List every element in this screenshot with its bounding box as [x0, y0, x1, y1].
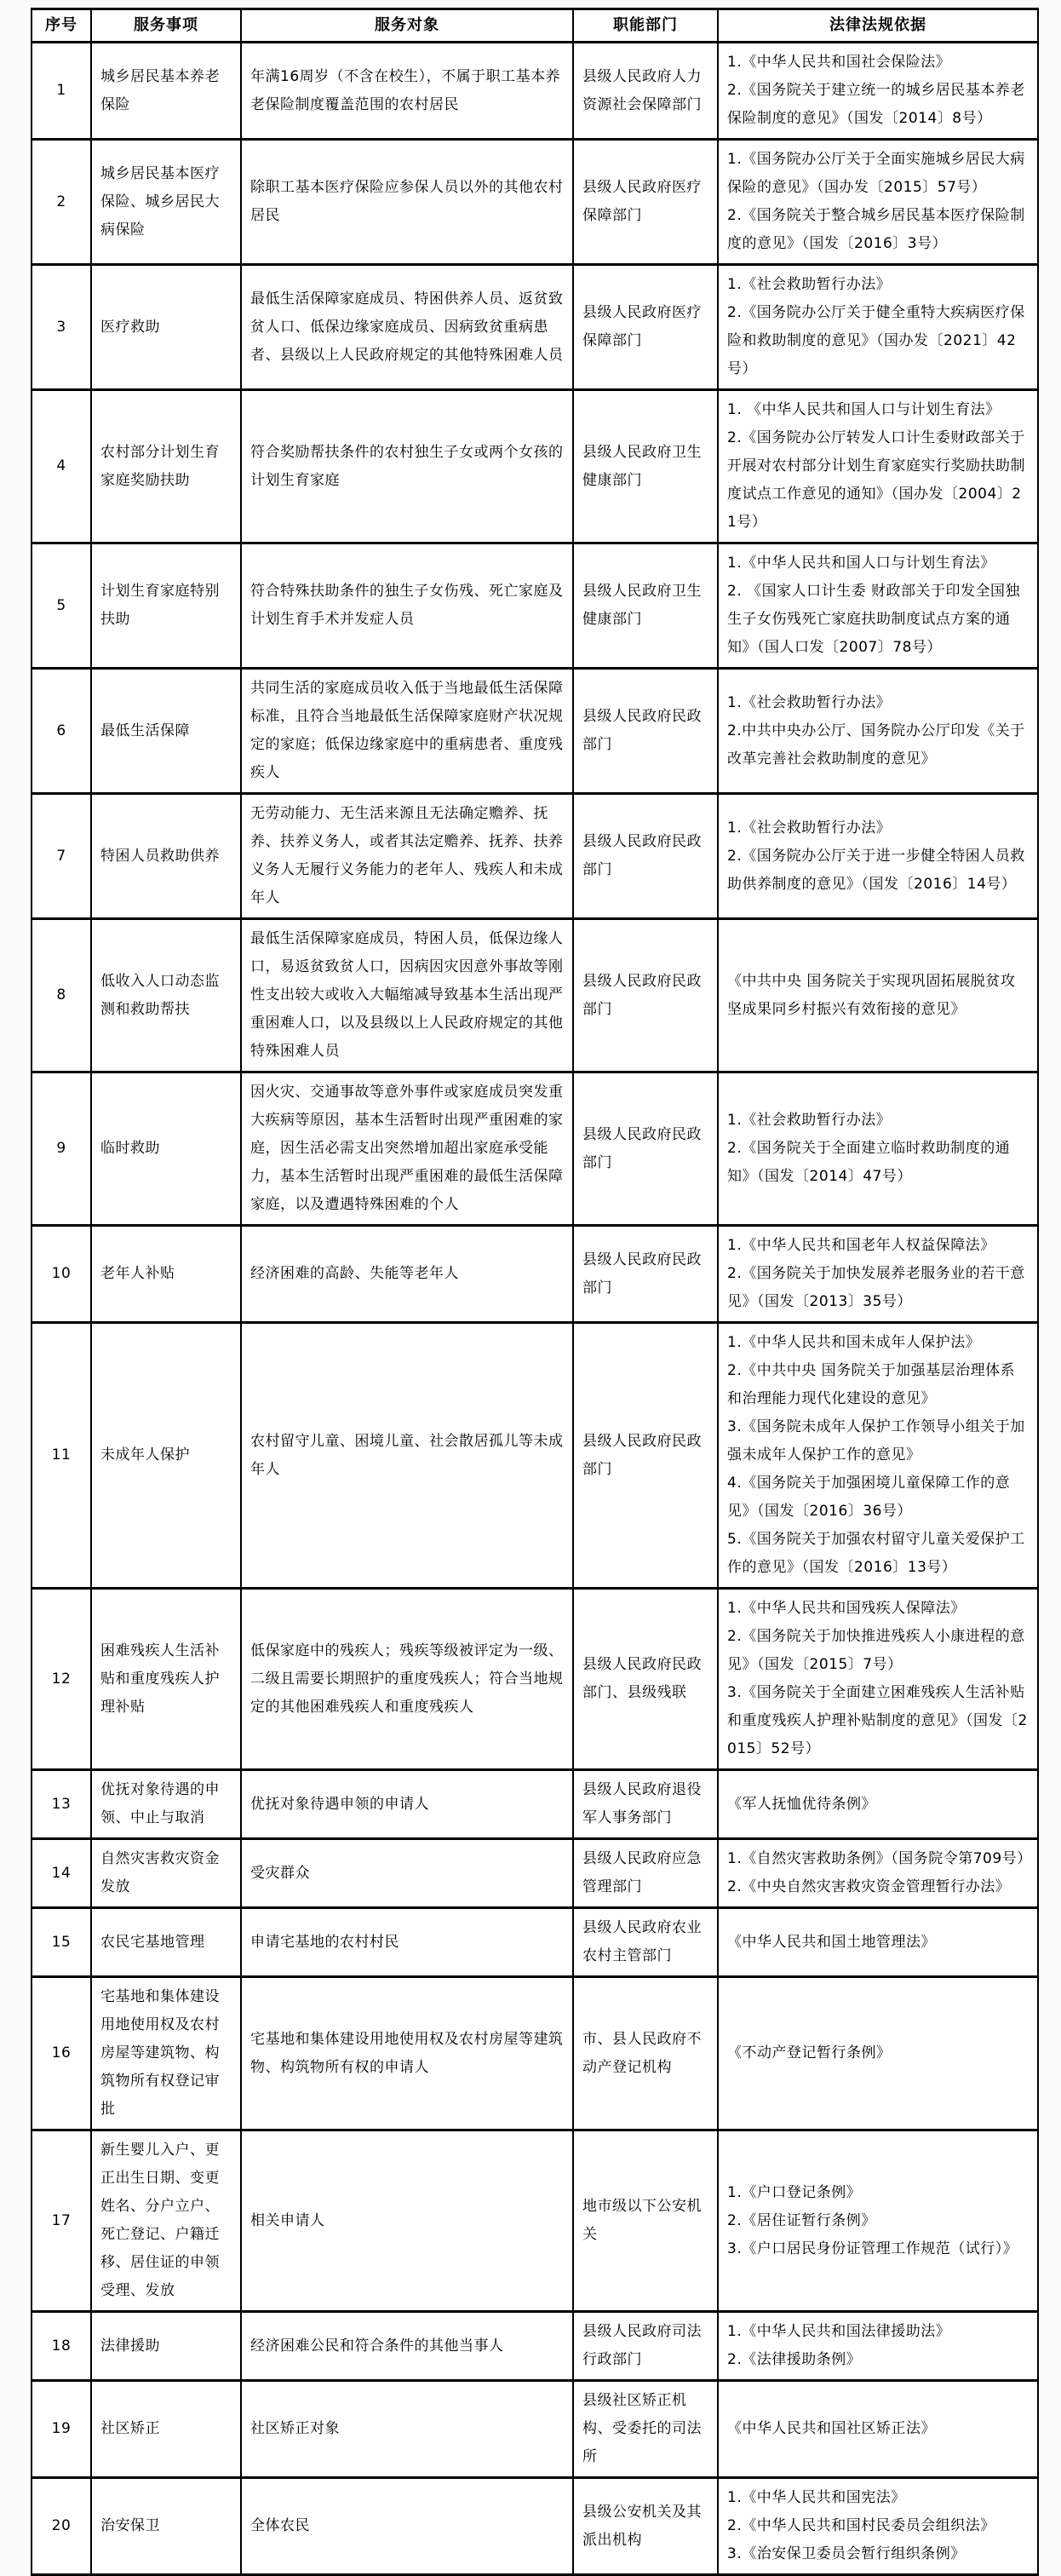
legal-basis-entry: 《军人抚恤优待条例》 [727, 1795, 876, 1813]
cell-service-target: 无劳动能力、无生活来源且无法确定赡养、抚养、扶养义务人，或者其法定赡养、抚养、扶养义务人无履行义务能力的老年人、残疾人和未成年人 [241, 794, 573, 919]
cell-service-item: 治安保卫 [91, 2478, 241, 2575]
cell-service-item: 低收入人口动态监测和救助帮扶 [91, 919, 241, 1072]
cell-row-number: 11 [32, 1323, 91, 1589]
table-row [32, 1977, 1038, 2130]
legal-basis-entry: 5.《国务院关于加强农村留守儿童关爱保护工作的意见》（国发〔2016〕13号） [727, 1531, 1025, 1576]
legal-basis-entry: 1.《中华人民共和国宪法》 [727, 2489, 906, 2506]
cell-row-number: 16 [32, 1977, 91, 2130]
cell-service-target: 符合特殊扶助条件的独生子女伤残、死亡家庭及计划生育手术并发症人员 [241, 543, 573, 669]
cell-service-target: 因火灾、交通事故等意外事件或家庭成员突发重大疾病等原因，基本生活暂时出现严重困难的家庭，因生活必需支出突然增加超出家庭承受能力，基本生活暂时出现严重困难的最低生活保障家庭，以及遭遇特殊困难的个人 [241, 1072, 573, 1226]
cell-legal-basis [718, 1977, 1038, 2130]
cell-service-item: 优抚对象待遇的申领、中止与取消 [91, 1770, 241, 1839]
cell-service-item: 自然灾害救灾资金发放 [91, 1839, 241, 1908]
cell-row-number: 5 [32, 543, 91, 669]
cell-legal-basis [718, 2478, 1038, 2575]
legal-basis-entry: 1.《中华人民共和国老年人权益保障法》 [727, 1237, 995, 1254]
services-table [31, 8, 1039, 2576]
cell-department: 县级人民政府民政部门 [573, 669, 718, 794]
table-row [32, 1323, 1038, 1589]
legal-basis-entry: 1.《中华人民共和国人口与计划生育法》 [727, 555, 995, 572]
cell-service-item: 未成年人保护 [91, 1323, 241, 1589]
legal-basis-entry: 1. 《中华人民共和国人口与计划生育法》 [727, 401, 1001, 418]
cell-department: 县级人民政府人力资源社会保障部门 [573, 43, 718, 140]
table-row [32, 1770, 1038, 1839]
cell-row-number: 13 [32, 1770, 91, 1839]
column-header-number: 序号 [32, 9, 91, 43]
legal-basis-entry: 《中华人民共和国社区矫正法》 [727, 2420, 936, 2437]
legal-basis-entry: 3.《户口居民身份证管理工作规范（试行）》 [727, 2240, 1018, 2257]
cell-service-item: 法律援助 [91, 2312, 241, 2381]
table-row [32, 2130, 1038, 2312]
legal-basis-entry: 2.《国务院关于全面建立临时救助制度的通知》（国发〔2014〕47号） [727, 1140, 1011, 1185]
cell-service-target: 相关申请人 [241, 2130, 573, 2312]
cell-service-item: 医疗救助 [91, 265, 241, 390]
table-body [32, 43, 1038, 2575]
legal-basis-entry: 2.《法律援助条例》 [727, 2351, 862, 2368]
cell-department: 县级人民政府卫生健康部门 [573, 390, 718, 543]
legal-basis-entry: 1.《中华人民共和国法律援助法》 [727, 2323, 951, 2340]
table-header-row [32, 9, 1038, 43]
cell-department: 县级人民政府民政部门 [573, 794, 718, 919]
legal-basis-entry: 2.《中华人民共和国村民委员会组织法》 [727, 2517, 995, 2534]
table-row [32, 1072, 1038, 1226]
legal-basis-entry: 2.《居住证暂行条例》 [727, 2211, 876, 2229]
legal-basis-entry: 2.《国务院办公厅关于进一步健全特困人员救助供养制度的意见》（国发〔2016〕14号） [727, 847, 1025, 893]
cell-row-number: 17 [32, 2130, 91, 2312]
cell-service-item: 临时救助 [91, 1072, 241, 1226]
legal-basis-entry: 1.《中华人民共和国社会保险法》 [727, 54, 951, 71]
cell-row-number: 3 [32, 265, 91, 390]
table-row [32, 919, 1038, 1072]
cell-service-target: 社区矫正对象 [241, 2381, 573, 2478]
cell-service-target: 经济困难的高龄、失能等老年人 [241, 1226, 573, 1323]
legal-basis-entry: 2.《中央自然灾害救灾资金管理暂行办法》 [727, 1878, 1011, 1895]
legal-basis-entry: 1.《中华人民共和国残疾人保障法》 [727, 1600, 966, 1617]
legal-basis-entry: 1.《社会救助暂行办法》 [727, 693, 892, 711]
legal-basis-entry: 2.《国务院办公厅转发人口计生委财政部关于开展对农村部分计划生育家庭实行奖励扶助制度试点工作意见的通知》（国办发〔2004〕21号） [727, 429, 1025, 531]
cell-service-target: 申请宅基地的农村村民 [241, 1908, 573, 1977]
cell-department: 县级人民政府农业农村主管部门 [573, 1908, 718, 1977]
legal-basis-entry: 2.《国务院关于建立统一的城乡居民基本养老保险制度的意见》（国发〔2014〕8号） [727, 82, 1025, 127]
cell-row-number: 14 [32, 1839, 91, 1908]
column-header-service-item: 服务事项 [91, 9, 241, 43]
cell-department: 地市级以下公安机关 [573, 2130, 718, 2312]
cell-service-item: 新生婴儿入户、更正出生日期、变更姓名、分户立户、死亡登记、户籍迁移、居住证的申领受理、发放 [91, 2130, 241, 2312]
legal-basis-entry: 1.《中华人民共和国未成年人保护法》 [727, 1334, 981, 1351]
cell-service-item: 农村部分计划生育家庭奖励扶助 [91, 390, 241, 543]
cell-service-item: 社区矫正 [91, 2381, 241, 2478]
cell-service-target: 最低生活保障家庭成员，特困人员，低保边缘人口，易返贫致贫人口，因病因灾因意外事故等刚性支出较大或收入大幅缩减导致基本生活出现严重困难人口，以及县级以上人民政府规定的其他特殊困难人员 [241, 919, 573, 1072]
cell-department: 县级人民政府民政部门 [573, 1323, 718, 1589]
column-header-legal-basis: 法律法规依据 [718, 9, 1038, 43]
cell-department: 县级公安机关及其派出机构 [573, 2478, 718, 2575]
table-row [32, 1589, 1038, 1770]
legal-basis-entry: 1.《社会救助暂行办法》 [727, 1112, 892, 1129]
table-row [32, 140, 1038, 265]
table-row [32, 1839, 1038, 1908]
cell-service-target: 农村留守儿童、困境儿童、社会散居孤儿等未成年人 [241, 1323, 573, 1589]
cell-row-number: 18 [32, 2312, 91, 2381]
cell-legal-basis [718, 140, 1038, 265]
cell-department: 县级人民政府民政部门 [573, 919, 718, 1072]
cell-service-item: 困难残疾人生活补贴和重度残疾人护理补贴 [91, 1589, 241, 1770]
legal-basis-entry: 2.中共中央办公厅、国务院办公厅印发《关于改革完善社会救助制度的意见》 [727, 722, 1025, 768]
cell-department: 县级人民政府医疗保障部门 [573, 265, 718, 390]
cell-row-number: 2 [32, 140, 91, 265]
cell-service-item: 最低生活保障 [91, 669, 241, 794]
cell-service-target: 最低生活保障家庭成员、特困供养人员、返贫致贫人口、低保边缘家庭成员、因病致贫重病患者、县级以上人民政府规定的其他特殊困难人员 [241, 265, 573, 390]
table-row [32, 1908, 1038, 1977]
legal-basis-entry: 2. 《国家人口计生委 财政部关于印发全国独生子女伤残死亡家庭扶助制度试点方案的通知》（国人口发〔2007〕78号） [727, 583, 1021, 656]
cell-legal-basis [718, 43, 1038, 140]
cell-department: 县级社区矫正机构、受委托的司法所 [573, 2381, 718, 2478]
cell-row-number: 9 [32, 1072, 91, 1226]
cell-service-target: 全体农民 [241, 2478, 573, 2575]
cell-service-target: 优抚对象待遇申领的申请人 [241, 1770, 573, 1839]
column-header-department: 职能部门 [573, 9, 718, 43]
cell-service-target: 符合奖励帮扶条件的农村独生子女或两个女孩的计划生育家庭 [241, 390, 573, 543]
legal-basis-entry: 2.《中共中央 国务院关于加强基层治理体系和治理能力现代化建设的意见》 [727, 1362, 1016, 1407]
cell-service-target: 除职工基本医疗保险应参保人员以外的其他农村居民 [241, 140, 573, 265]
cell-service-target: 低保家庭中的残疾人；残疾等级被评定为一级、二级且需要长期照护的重度残疾人；符合当地规定的其他困难残疾人和重度残疾人 [241, 1589, 573, 1770]
table-row [32, 1226, 1038, 1323]
cell-row-number: 6 [32, 669, 91, 794]
legal-basis-entry: 4.《国务院关于加强困境儿童保障工作的意见》（国发〔2016〕36号） [727, 1475, 1011, 1520]
cell-department: 县级人民政府医疗保障部门 [573, 140, 718, 265]
cell-row-number: 12 [32, 1589, 91, 1770]
legal-basis-entry: 1.《户口登记条例》 [727, 2183, 862, 2201]
cell-legal-basis [718, 543, 1038, 669]
legal-basis-entry: 《不动产登记暂行条例》 [727, 2044, 892, 2061]
cell-service-target: 共同生活的家庭成员收入低于当地最低生活保障标准，且符合当地最低生活保障家庭财产状况规定的家庭；低保边缘家庭中的重病患者、重度残疾人 [241, 669, 573, 794]
cell-department: 县级人民政府司法行政部门 [573, 2312, 718, 2381]
legal-basis-entry: 2.《国务院办公厅关于健全重特大疾病医疗保险和救助制度的意见》（国办发〔2021〕42号） [727, 304, 1025, 377]
cell-service-item: 农民宅基地管理 [91, 1908, 241, 1977]
legal-basis-entry: 2.《国务院关于加快推进残疾人小康进程的意见》（国发〔2015〕7号） [727, 1628, 1025, 1673]
cell-department: 县级人民政府退役军人事务部门 [573, 1770, 718, 1839]
cell-legal-basis [718, 919, 1038, 1072]
cell-row-number: 4 [32, 390, 91, 543]
table-row [32, 794, 1038, 919]
legal-basis-entry: 1.《国务院办公厅关于全面实施城乡居民大病保险的意见》（国办发〔2015〕57号） [727, 151, 1025, 196]
cell-legal-basis [718, 1839, 1038, 1908]
cell-row-number: 19 [32, 2381, 91, 2478]
table-row [32, 2381, 1038, 2478]
legal-basis-entry: 《中华人民共和国土地管理法》 [727, 1933, 936, 1951]
cell-department: 县级人民政府应急管理部门 [573, 1839, 718, 1908]
cell-service-target: 受灾群众 [241, 1839, 573, 1908]
legal-basis-entry: 2.《国务院关于整合城乡居民基本医疗保险制度的意见》（国发〔2016〕3号） [727, 207, 1025, 252]
cell-department: 县级人民政府卫生健康部门 [573, 543, 718, 669]
cell-legal-basis [718, 2381, 1038, 2478]
table-row [32, 390, 1038, 543]
legal-basis-entry: 3.《国务院关于全面建立困难残疾人生活补贴和重度残疾人护理补贴制度的意见》（国发〔2015〕52号） [727, 1684, 1028, 1757]
cell-service-target: 经济困难公民和符合条件的其他当事人 [241, 2312, 573, 2381]
cell-row-number: 15 [32, 1908, 91, 1977]
cell-legal-basis [718, 1323, 1038, 1589]
cell-service-target: 年满16周岁（不含在校生），不属于职工基本养老保险制度覆盖范围的农村居民 [241, 43, 573, 140]
table-row [32, 43, 1038, 140]
cell-row-number: 1 [32, 43, 91, 140]
table-row [32, 2312, 1038, 2381]
legal-basis-entry: 1.《社会救助暂行办法》 [727, 819, 892, 837]
cell-service-item: 计划生育家庭特别扶助 [91, 543, 241, 669]
cell-legal-basis [718, 669, 1038, 794]
cell-legal-basis [718, 2312, 1038, 2381]
cell-department: 县级人民政府民政部门、县级残联 [573, 1589, 718, 1770]
table-row [32, 669, 1038, 794]
cell-legal-basis [718, 1770, 1038, 1839]
cell-legal-basis [718, 390, 1038, 543]
cell-legal-basis [718, 2130, 1038, 2312]
cell-row-number: 8 [32, 919, 91, 1072]
cell-legal-basis [718, 1072, 1038, 1226]
legal-basis-entry: 1.《社会救助暂行办法》 [727, 276, 892, 293]
cell-service-item: 宅基地和集体建设用地使用权及农村房屋等建筑物、构筑物所有权登记审批 [91, 1977, 241, 2130]
legal-basis-entry: 3.《国务院未成年人保护工作领导小组关于加强未成年人保护工作的意见》 [727, 1418, 1025, 1463]
cell-legal-basis [718, 265, 1038, 390]
cell-legal-basis [718, 1908, 1038, 1977]
legal-basis-entry: 2.《国务院关于加快发展养老服务业的若干意见》（国发〔2013〕35号） [727, 1265, 1025, 1310]
cell-department: 县级人民政府民政部门 [573, 1226, 718, 1323]
legal-basis-entry: 1.《自然灾害救助条例》（国务院令第709号） [727, 1850, 1032, 1867]
cell-service-item: 特困人员救助供养 [91, 794, 241, 919]
cell-row-number: 10 [32, 1226, 91, 1323]
cell-service-item: 城乡居民基本养老保险 [91, 43, 241, 140]
table-row [32, 2478, 1038, 2575]
legal-basis-entry: 3.《治安保卫委员会暂行组织条例》 [727, 2545, 966, 2562]
cell-row-number: 20 [32, 2478, 91, 2575]
cell-department: 县级人民政府民政部门 [573, 1072, 718, 1226]
cell-service-item: 城乡居民基本医疗保险、城乡居民大病保险 [91, 140, 241, 265]
legal-basis-entry: 《中共中央 国务院关于实现巩固拓展脱贫攻坚成果同乡村振兴有效衔接的意见》 [727, 972, 1016, 1018]
table-row [32, 265, 1038, 390]
cell-row-number: 7 [32, 794, 91, 919]
cell-legal-basis [718, 1226, 1038, 1323]
cell-department: 市、县人民政府不动产登记机构 [573, 1977, 718, 2130]
cell-legal-basis [718, 794, 1038, 919]
column-header-service-target: 服务对象 [241, 9, 573, 43]
cell-service-item: 老年人补贴 [91, 1226, 241, 1323]
cell-service-target: 宅基地和集体建设用地使用权及农村房屋等建筑物、构筑物所有权的申请人 [241, 1977, 573, 2130]
cell-legal-basis [718, 1589, 1038, 1770]
table-row [32, 543, 1038, 669]
